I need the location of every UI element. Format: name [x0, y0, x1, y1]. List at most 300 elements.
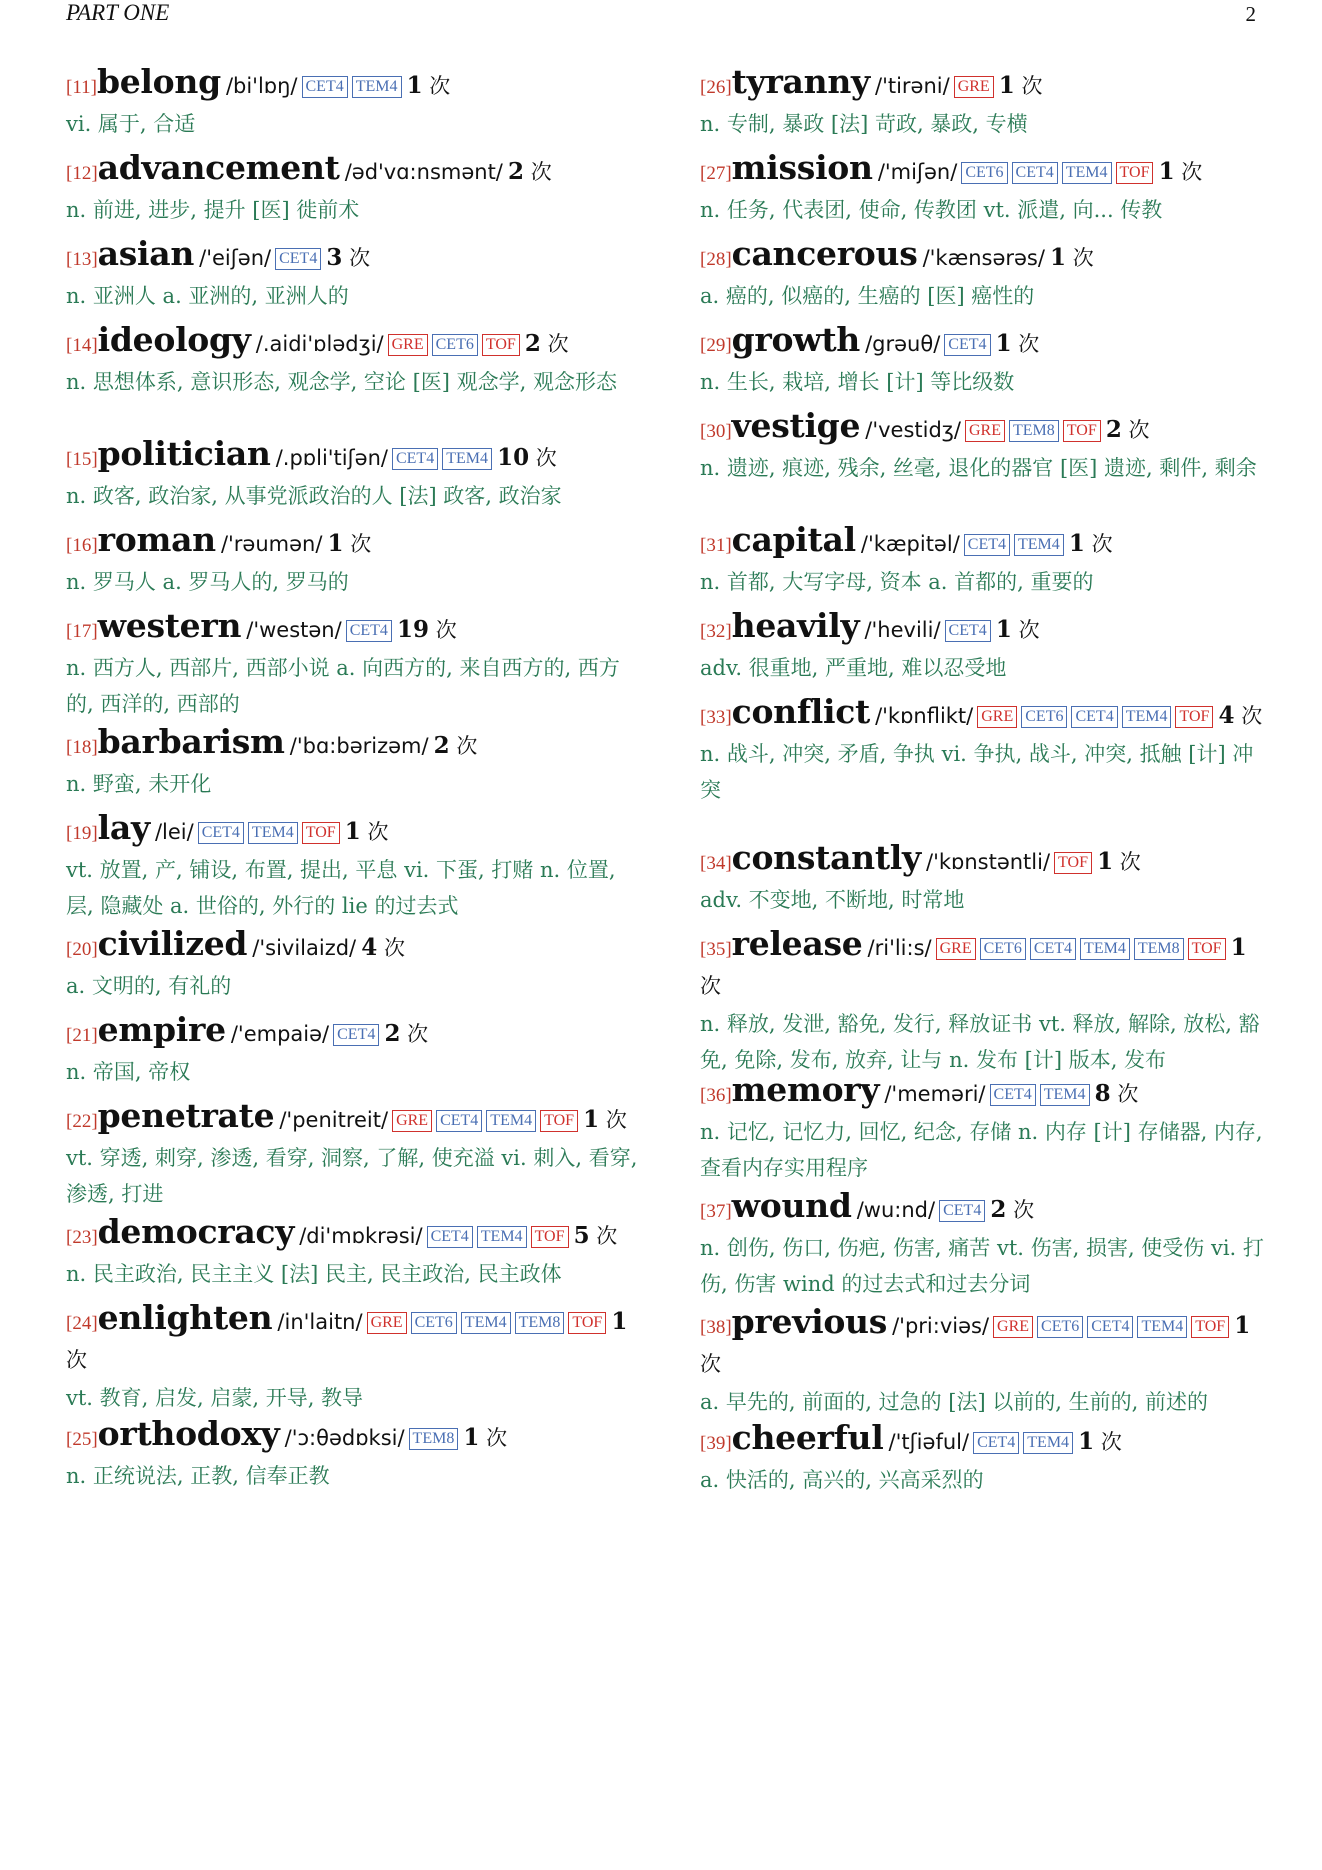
- count-unit: 次: [407, 1022, 429, 1046]
- count-unit: 次: [66, 1348, 87, 1372]
- phonetic: /'vestidʒ/: [865, 418, 961, 442]
- vocab-entry: [700, 522, 1272, 600]
- exam-tag: GRE: [954, 76, 994, 98]
- count-value: 2: [990, 1196, 1007, 1223]
- vocab-entry: [66, 810, 638, 924]
- exam-tag: GRE: [965, 420, 1005, 442]
- headword: roman: [97, 520, 216, 559]
- vocab-entry: [66, 522, 638, 600]
- headword: cancerous: [731, 234, 918, 273]
- occurrence-count: [326, 246, 370, 270]
- headword: lay: [97, 808, 150, 847]
- definition: a. 快活的, 高兴的, 兴高采烈的: [700, 1468, 984, 1492]
- entry-headline: [66, 64, 638, 106]
- vocab-entry: [700, 926, 1272, 1078]
- entry-headline: [66, 522, 638, 564]
- exam-tag: GRE: [977, 706, 1017, 728]
- count-value: 1: [583, 1106, 600, 1133]
- vocab-entry: [66, 724, 638, 802]
- definition: n. 政客, 政治家, 从事党派政治的人 [法] 政客, 政治家: [66, 484, 562, 508]
- count-unit: 次: [1117, 1082, 1139, 1106]
- entry-headline: [700, 926, 1272, 1006]
- count-value: 8: [1094, 1080, 1111, 1107]
- exam-tag: TOF: [531, 1226, 569, 1248]
- entry-number: [27]: [700, 163, 732, 184]
- entry-number: [33]: [700, 707, 732, 728]
- exam-tag: CET4: [944, 334, 990, 356]
- entry-headline: [66, 236, 638, 278]
- vocab-entry: [66, 1300, 638, 1416]
- definition: n. 记忆, 记忆力, 回忆, 纪念, 存储 n. 内存 [计] 存储器, 内存, 查看内存实用程序: [700, 1120, 1263, 1180]
- exam-tag: TEM4: [486, 1110, 536, 1132]
- exam-tag: TEM4: [248, 822, 298, 844]
- count-value: 19: [397, 616, 430, 643]
- headword: barbarism: [97, 722, 285, 761]
- count-value: 1: [611, 1308, 628, 1335]
- count-unit: 次: [1119, 850, 1141, 874]
- count-value: 1: [1078, 1428, 1095, 1455]
- occurrence-count: [345, 820, 389, 844]
- occurrence-count: [583, 1108, 627, 1132]
- count-value: 1: [463, 1424, 480, 1451]
- headword: western: [97, 606, 242, 645]
- exam-tag: TOF: [540, 1110, 578, 1132]
- occurrence-count: [1219, 704, 1263, 728]
- entry-headline: [66, 436, 638, 478]
- exam-tag: CET4: [392, 448, 438, 470]
- phonetic: /.aidi'ɒlədʒi/: [255, 332, 384, 356]
- headword: penetrate: [97, 1096, 275, 1135]
- entry-number: [36]: [700, 1085, 732, 1106]
- exam-tag: TEM4: [1062, 162, 1112, 184]
- vocab-entry: [66, 322, 638, 400]
- exam-tag: CET6: [432, 334, 478, 356]
- entry-headline: [66, 322, 638, 364]
- entry-headline: [700, 408, 1272, 450]
- definition: n. 战斗, 冲突, 矛盾, 争执 vi. 争执, 战斗, 冲突, 抵触 [计] 冲突: [700, 742, 1254, 802]
- count-value: 1: [1158, 158, 1175, 185]
- headword: belong: [96, 62, 221, 101]
- phonetic: /grəuθ/: [865, 332, 941, 356]
- count-unit: 次: [530, 160, 552, 184]
- phonetic: /ri'li:s/: [867, 936, 932, 960]
- vocab-entry: [700, 236, 1272, 314]
- occurrence-count: [328, 532, 372, 556]
- occurrence-count: [1078, 1430, 1122, 1454]
- vocab-entry: [66, 236, 638, 314]
- phonetic: /'westən/: [246, 618, 342, 642]
- headword: heavily: [731, 606, 860, 645]
- entry-headline: [66, 1098, 638, 1140]
- headword: advancement: [97, 148, 340, 187]
- phonetic: /lei/: [154, 820, 194, 844]
- vocab-entry: [700, 1304, 1272, 1420]
- phonetic: /'ɔ:θədɒksi/: [284, 1426, 405, 1450]
- exam-tag: CET6: [1021, 706, 1067, 728]
- count-unit: 次: [435, 618, 457, 642]
- entry-number: [26]: [700, 77, 732, 98]
- headword: memory: [731, 1070, 880, 1109]
- phonetic: /di'mɒkrəsi/: [299, 1224, 423, 1248]
- count-unit: 次: [349, 246, 371, 270]
- exam-tag: CET4: [945, 620, 991, 642]
- count-unit: 次: [1018, 618, 1040, 642]
- entry-number: [30]: [700, 421, 732, 442]
- count-value: 1: [995, 330, 1012, 357]
- count-unit: 次: [429, 74, 451, 98]
- phonetic: /'pri:viəs/: [892, 1314, 990, 1338]
- count-value: 4: [1218, 702, 1235, 729]
- count-unit: 次: [1072, 246, 1094, 270]
- exam-tag: CET4: [436, 1110, 482, 1132]
- definition: n. 创伤, 伤口, 伤疤, 伤害, 痛苦 vt. 伤害, 损害, 使受伤 vi. 打伤, 伤害 wind 的过去式和过去分词: [700, 1236, 1264, 1296]
- entry-number: [38]: [700, 1317, 732, 1338]
- vocab-entry: [66, 608, 638, 722]
- headword: constantly: [731, 838, 921, 877]
- occurrence-count: [525, 332, 569, 356]
- exam-tag: TEM8: [515, 1312, 565, 1334]
- phonetic: /'empaiə/: [230, 1022, 330, 1046]
- exam-tag: TEM4: [352, 76, 402, 98]
- exam-tag: CET4: [939, 1200, 985, 1222]
- entry-number: [28]: [700, 249, 732, 270]
- exam-tag: TOF: [1063, 420, 1101, 442]
- exam-tag: CET4: [427, 1226, 473, 1248]
- page-header: [66, 0, 1256, 26]
- phonetic: /'kɒnstəntli/: [926, 850, 1051, 874]
- headword: vestige: [731, 406, 861, 445]
- count-unit: 次: [1241, 704, 1263, 728]
- exam-tag: TOF: [1054, 852, 1092, 874]
- count-value: 1: [344, 818, 361, 845]
- occurrence-count: [407, 74, 451, 98]
- count-value: 1: [995, 616, 1012, 643]
- exam-tag: CET4: [1087, 1316, 1133, 1338]
- headword: asian: [97, 234, 195, 273]
- exam-tag: CET6: [961, 162, 1007, 184]
- entry-headline: [66, 926, 638, 968]
- entry-headline: [700, 1304, 1272, 1384]
- exam-tag: TOF: [1116, 162, 1154, 184]
- definition: n. 野蛮, 未开化: [66, 772, 212, 796]
- entry-number: [37]: [700, 1201, 732, 1222]
- exam-tag: TOF: [568, 1312, 606, 1334]
- definition: n. 帝国, 帝权: [66, 1060, 191, 1084]
- entry-headline: [66, 1416, 638, 1458]
- entry-headline: [700, 840, 1272, 882]
- page-number: 2: [1245, 2, 1256, 26]
- vocab-entry: [700, 64, 1272, 142]
- entry-number: [20]: [66, 939, 98, 960]
- count-unit: 次: [535, 446, 557, 470]
- exam-tag: TEM4: [1122, 706, 1172, 728]
- occurrence-count: [1050, 246, 1094, 270]
- entry-number: [25]: [66, 1429, 98, 1450]
- exam-tag: TEM4: [442, 448, 492, 470]
- occurrence-count: [990, 1198, 1034, 1222]
- exam-tag: TOF: [1175, 706, 1213, 728]
- exam-tag: CET4: [346, 620, 392, 642]
- occurrence-count: [999, 74, 1043, 98]
- occurrence-count: [1069, 532, 1113, 556]
- exam-tag: TEM4: [1040, 1084, 1090, 1106]
- vocab-entry: [700, 150, 1272, 228]
- occurrence-count: [1106, 418, 1150, 442]
- entry-number: [19]: [66, 823, 98, 844]
- count-unit: 次: [1013, 1198, 1035, 1222]
- definition: vt. 穿透, 刺穿, 渗透, 看穿, 洞察, 了解, 使充溢 vi. 刺入, 看穿, 渗透, 打进: [66, 1146, 638, 1206]
- definition: n. 专制, 暴政 [法] 苛政, 暴政, 专横: [700, 112, 1028, 136]
- count-value: 1: [406, 72, 423, 99]
- entry-headline: [66, 810, 638, 852]
- exam-tag: TEM8: [1134, 938, 1184, 960]
- count-unit: 次: [486, 1426, 508, 1450]
- exam-tag: TEM8: [1009, 420, 1059, 442]
- exam-tag: TEM4: [1080, 938, 1130, 960]
- occurrence-count: [397, 618, 457, 642]
- count-value: 2: [524, 330, 541, 357]
- occurrence-count: [1097, 850, 1141, 874]
- headword: mission: [731, 148, 873, 187]
- phonetic: /'tʃiəful/: [888, 1430, 970, 1454]
- exam-tag: CET4: [964, 534, 1010, 556]
- vocab-entry: [700, 840, 1272, 918]
- entry-headline: [66, 724, 638, 766]
- vocab-entry: [700, 322, 1272, 400]
- entry-number: [11]: [66, 77, 97, 98]
- vocab-entry: [66, 1098, 638, 1212]
- vocab-entry: [700, 1188, 1272, 1302]
- entry-headline: [700, 150, 1272, 192]
- entry-headline: [66, 1012, 638, 1054]
- headword: enlighten: [97, 1298, 273, 1337]
- entry-number: [13]: [66, 249, 98, 270]
- phonetic: /'meməri/: [884, 1082, 986, 1106]
- exam-tag: GRE: [936, 938, 976, 960]
- definition: adv. 很重地, 严重地, 难以忍受地: [700, 656, 1007, 680]
- entry-headline: [700, 236, 1272, 278]
- definition: a. 文明的, 有礼的: [66, 974, 232, 998]
- entry-headline: [700, 1072, 1272, 1114]
- count-unit: 次: [456, 734, 478, 758]
- phonetic: /in'laitn/: [277, 1310, 363, 1334]
- occurrence-count: [996, 332, 1040, 356]
- count-unit: 次: [383, 936, 405, 960]
- entry-number: [29]: [700, 335, 732, 356]
- occurrence-count: [574, 1224, 618, 1248]
- definition: n. 生长, 栽培, 增长 [计] 等比级数: [700, 370, 1015, 394]
- definition: n. 遗迹, 痕迹, 残余, 丝毫, 退化的器官 [医] 遗迹, 剩件, 剩余: [700, 456, 1257, 480]
- count-value: 1: [1234, 1312, 1251, 1339]
- exam-tag: CET6: [411, 1312, 457, 1334]
- exam-tag: TEM8: [409, 1428, 459, 1450]
- definition: n. 释放, 发泄, 豁免, 发行, 释放证书 vt. 释放, 解除, 放松, 豁免, 免除, 发布, 放弃, 让与 n. 发布 [计] 版本, 发布: [700, 1012, 1260, 1072]
- entry-headline: [66, 608, 638, 650]
- vocab-entry: [66, 150, 638, 228]
- count-value: 1: [1068, 530, 1085, 557]
- entry-number: [31]: [700, 535, 732, 556]
- count-unit: 次: [350, 532, 372, 556]
- phonetic: /'kæpitəl/: [860, 532, 960, 556]
- definition: n. 罗马人 a. 罗马人的, 罗马的: [66, 570, 349, 594]
- definition: vi. 属于, 合适: [66, 112, 196, 136]
- entry-number: [23]: [66, 1227, 98, 1248]
- entry-headline: [700, 522, 1272, 564]
- headword: empire: [97, 1010, 226, 1049]
- entry-number: [15]: [66, 449, 98, 470]
- vocab-entry: [66, 926, 638, 1004]
- count-unit: 次: [1100, 1430, 1122, 1454]
- occurrence-count: [1095, 1082, 1139, 1106]
- headword: growth: [731, 320, 860, 359]
- entry-number: [22]: [66, 1111, 98, 1132]
- headword: conflict: [731, 692, 870, 731]
- entry-headline: [700, 608, 1272, 650]
- exam-tag: TEM4: [1023, 1432, 1073, 1454]
- exam-tag: CET4: [990, 1084, 1036, 1106]
- exam-tag: CET4: [973, 1432, 1019, 1454]
- phonetic: /'bɑ:bərizəm/: [289, 734, 429, 758]
- count-value: 1: [1230, 934, 1247, 961]
- vocab-entry: [66, 1214, 638, 1292]
- entry-number: [39]: [700, 1433, 732, 1454]
- phonetic: /'rəumən/: [220, 532, 323, 556]
- vocab-entry: [700, 694, 1272, 808]
- phonetic: /.pɒli'tiʃən/: [275, 446, 388, 470]
- entry-headline: [66, 150, 638, 192]
- headword: ideology: [97, 320, 251, 359]
- count-unit: 次: [700, 1352, 721, 1376]
- count-value: 2: [1105, 416, 1122, 443]
- headword: civilized: [97, 924, 248, 963]
- count-unit: 次: [596, 1224, 618, 1248]
- entry-headline: [700, 694, 1272, 736]
- headword: politician: [97, 434, 271, 473]
- entry-headline: [700, 1188, 1272, 1230]
- vocab-entry: [66, 436, 638, 514]
- count-unit: 次: [547, 332, 569, 356]
- exam-tag: CET6: [1037, 1316, 1083, 1338]
- count-value: 2: [507, 158, 524, 185]
- count-unit: 次: [700, 974, 721, 998]
- count-value: 3: [326, 244, 343, 271]
- exam-tag: GRE: [392, 1110, 432, 1132]
- exam-tag: TOF: [1191, 1316, 1229, 1338]
- exam-tag: CET4: [198, 822, 244, 844]
- exam-tag: TEM4: [1137, 1316, 1187, 1338]
- occurrence-count: [497, 446, 557, 470]
- vocab-entry: [700, 408, 1272, 486]
- count-value: 1: [1050, 244, 1067, 271]
- exam-tag: TOF: [482, 334, 520, 356]
- entry-number: [18]: [66, 737, 98, 758]
- count-value: 1: [998, 72, 1015, 99]
- count-value: 5: [573, 1222, 590, 1249]
- definition: n. 亚洲人 a. 亚洲的, 亚洲人的: [66, 284, 349, 308]
- occurrence-count: [508, 160, 552, 184]
- entry-number: [14]: [66, 335, 98, 356]
- definition: vt. 放置, 产, 铺设, 布置, 提出, 平息 vi. 下蛋, 打赌 n. 位置, 层, 隐藏处 a. 世俗的, 外行的 lie 的过去式: [66, 858, 616, 918]
- phonetic: /'hevili/: [864, 618, 941, 642]
- exam-tag: CET6: [980, 938, 1026, 960]
- entry-number: [34]: [700, 853, 732, 874]
- count-value: 10: [497, 444, 530, 471]
- exam-tag: GRE: [388, 334, 428, 356]
- exam-tag: TEM4: [1014, 534, 1064, 556]
- entry-number: [35]: [700, 939, 732, 960]
- count-unit: 次: [1021, 74, 1043, 98]
- vocab-entry: [66, 64, 638, 142]
- occurrence-count: [1159, 160, 1203, 184]
- entry-number: [21]: [66, 1025, 98, 1046]
- phonetic: /'tirəni/: [875, 74, 950, 98]
- vocab-entry: [700, 1420, 1272, 1498]
- occurrence-count: [361, 936, 405, 960]
- entry-headline: [66, 1214, 638, 1256]
- definition: n. 正统说法, 正教, 信奉正教: [66, 1464, 330, 1488]
- definition: n. 首都, 大写字母, 资本 a. 首都的, 重要的: [700, 570, 1094, 594]
- exam-tag: TEM4: [461, 1312, 511, 1334]
- occurrence-count: [463, 1426, 507, 1450]
- definition: n. 任务, 代表团, 使命, 传教团 vt. 派遣, 向... 传教: [700, 198, 1163, 222]
- exam-tag: TEM4: [477, 1226, 527, 1248]
- exam-tag: CET4: [302, 76, 348, 98]
- exam-tag: TOF: [302, 822, 340, 844]
- definition: adv. 不变地, 不断地, 时常地: [700, 888, 965, 912]
- count-unit: 次: [1128, 418, 1150, 442]
- count-value: 2: [384, 1020, 401, 1047]
- exam-tag: CET4: [275, 248, 321, 270]
- section-title: PART ONE: [66, 0, 170, 25]
- definition: vt. 教育, 启发, 启蒙, 开导, 教导: [66, 1386, 364, 1410]
- definition: a. 癌的, 似癌的, 生癌的 [医] 癌性的: [700, 284, 1035, 308]
- phonetic: /'penitreit/: [279, 1108, 389, 1132]
- exam-tag: CET4: [1030, 938, 1076, 960]
- headword: orthodoxy: [97, 1414, 280, 1453]
- vocab-entry: [66, 1012, 638, 1090]
- count-value: 4: [361, 934, 378, 961]
- headword: cheerful: [731, 1418, 884, 1457]
- count-value: 1: [327, 530, 344, 557]
- exam-tag: CET4: [1071, 706, 1117, 728]
- entry-headline: [700, 64, 1272, 106]
- definition: n. 思想体系, 意识形态, 观念学, 空论 [医] 观念学, 观念形态: [66, 370, 618, 394]
- exam-tag: TOF: [1188, 938, 1226, 960]
- phonetic: /wu:nd/: [856, 1198, 936, 1222]
- entry-number: [17]: [66, 621, 98, 642]
- count-unit: 次: [1181, 160, 1203, 184]
- vocab-entry: [66, 1416, 638, 1494]
- phonetic: /əd'vɑ:nsmənt/: [344, 160, 503, 184]
- entry-number: [24]: [66, 1313, 98, 1334]
- entry-headline: [700, 1420, 1272, 1462]
- headword: wound: [731, 1186, 852, 1225]
- headword: release: [731, 924, 863, 963]
- entry-number: [32]: [700, 621, 732, 642]
- phonetic: /bi'lɒŋ/: [225, 74, 298, 98]
- exam-tag: CET4: [1012, 162, 1058, 184]
- entry-headline: [700, 322, 1272, 364]
- entry-number: [16]: [66, 535, 98, 556]
- count-value: 2: [433, 732, 450, 759]
- headword: tyranny: [731, 62, 870, 101]
- headword: democracy: [97, 1212, 295, 1251]
- phonetic: /'eiʃən/: [199, 246, 272, 270]
- phonetic: /'kænsərəs/: [922, 246, 1045, 270]
- count-unit: 次: [367, 820, 389, 844]
- phonetic: /'miʃən/: [877, 160, 958, 184]
- count-unit: 次: [1091, 532, 1113, 556]
